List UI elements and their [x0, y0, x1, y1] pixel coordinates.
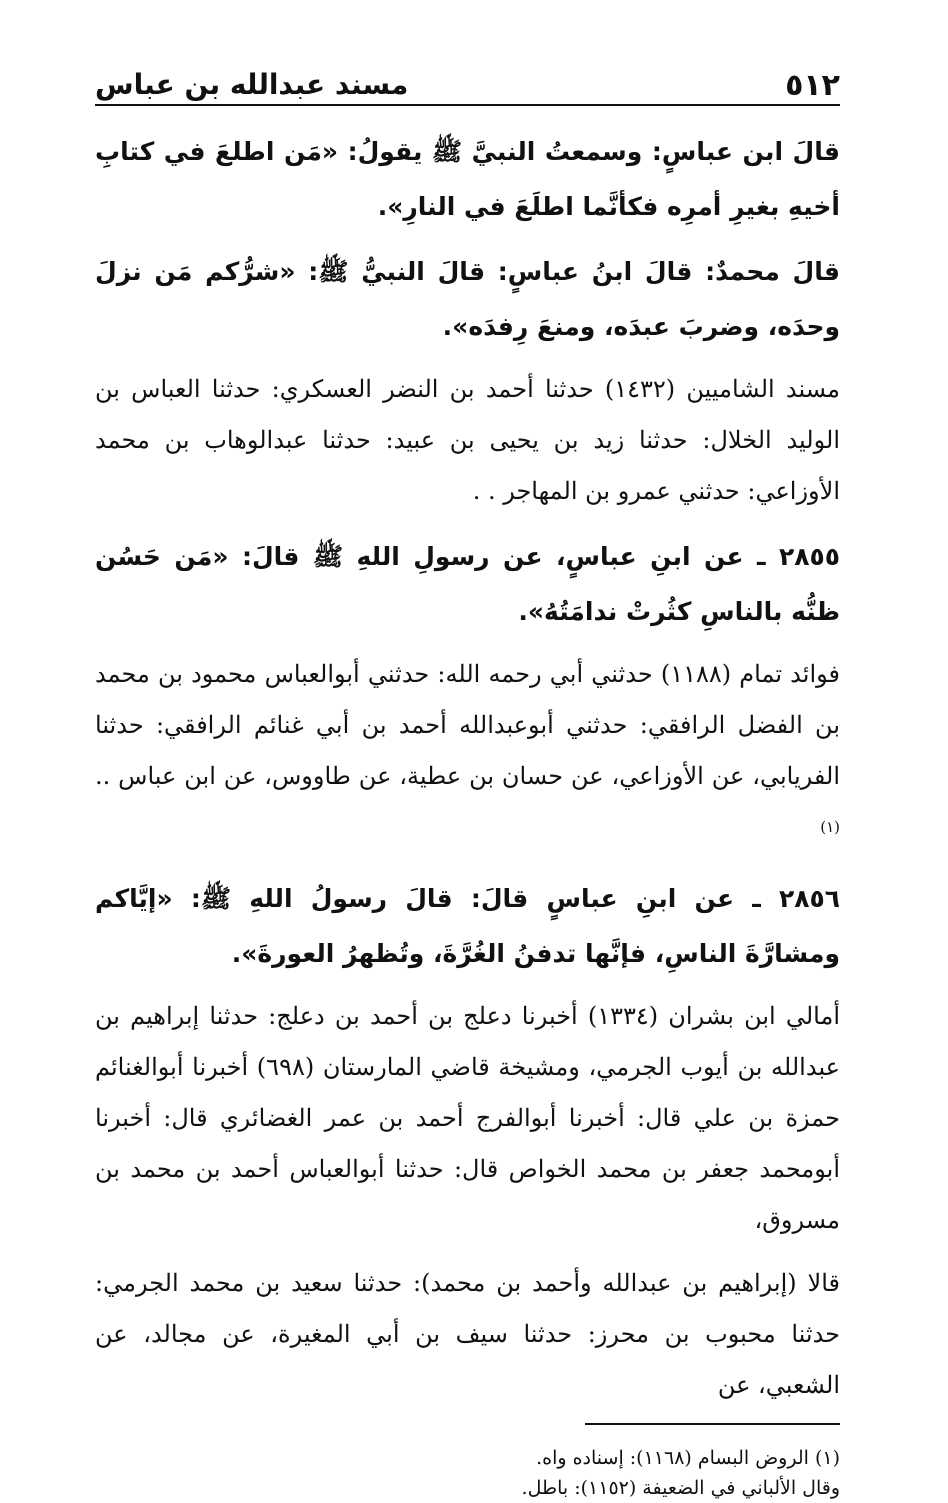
- footnote-reference[interactable]: (١): [820, 818, 840, 836]
- page-header: [95, 60, 840, 106]
- hadith-paragraph: قالَ محمدٌ: قالَ ابنُ عباسٍ: قالَ النبيُّ ﷺ: «شرُّكم مَن نزلَ وحدَه، وضربَ عبدَه، ومنعَ رِفدَه».: [95, 257, 840, 341]
- isnad-paragraph: أمالي ابن بشران (١٣٣٤) أخبرنا دعلج بن أحمد بن دعلج: حدثنا إبراهيم بن عبدالله بن أيوب الجرمي، ومشيخة قاضي المارستان (٦٩٨) أخبرنا أبوالغنائم حمزة بن علي قال: أخبرنا أبوالفرج أحمد بن عمر الغضائري قال: أخبرنا أبومحمد جعفر بن محمد الخواص قال: حدثنا أبوالعباس أحمد بن محمد بن مسروق،: [95, 1002, 841, 1234]
- isnad-paragraph: مسند الشاميين (١٤٣٢) حدثنا أحمد بن النضر العسكري: حدثنا العباس بن الوليد الخلال: حدثنا زيد بن يحيى بن عبيد: حدثنا عبدالوهاب بن محمد الأوزاعي: حدثني عمرو بن المهاجر . .: [95, 375, 840, 505]
- hadith-2856: ٢٨٥٦ ـ عن ابنِ عباسٍ قالَ: قالَ رسولُ اللهِ ﷺ: «إيَّاكم ومشارَّةَ الناسِ، فإنَّها تدفنُ الغُرَّةَ، وتُظهرُ العورةَ».: [95, 884, 840, 968]
- isnad-paragraph: قالا (إبراهيم بن عبدالله وأحمد بن محمد): حدثنا سعيد بن محمد الجرمي: حدثنا محبوب بن محرز: حدثنا سيف بن أبي المغيرة، عن مجالد، عن الشعبي، عن: [95, 1269, 840, 1399]
- hadith-paragraph: قالَ ابن عباسٍ: وسمعتُ النبيَّ ﷺ يقولُ: «مَن اطلعَ في كتابِ أخيهِ بغيرِ أمرِه فكأنَّما اطلَعَ في النارِ».: [95, 137, 840, 221]
- hadith-2855: ٢٨٥٥ ـ عن ابنِ عباسٍ، عن رسولِ اللهِ ﷺ قالَ: «مَن حَسُن ظنُّه بالناسِ كثُرتْ ندامَتُهُ».: [95, 542, 840, 626]
- main-text: [95, 124, 840, 1411]
- footnote-1-continued: وقال الألباني في الضعيفة (١١٥٢): باطل.: [521, 1477, 840, 1499]
- book-page: [95, 60, 840, 1503]
- isnad-text: فوائد تمام (١١٨٨) حدثني أبي رحمه الله: حدثني أبوالعباس محمود بن محمد بن الفضل الرافقي: حدثني أبوعبدالله أحمد بن أبي غنائم الرافقي: حدثنا الفريابي، عن الأوزاعي، عن حسان بن عطية، عن طاووس، عن ابن عباس ..: [95, 660, 841, 790]
- footnote-1: (١) الروض البسام (١١٦٨): إسناده واه.: [536, 1447, 840, 1469]
- footnotes: [95, 1443, 840, 1503]
- running-title: مسند عبدالله بن عباس: [95, 68, 409, 101]
- page-number: ٥١٢: [785, 68, 840, 103]
- isnad-paragraph: [95, 649, 840, 859]
- footnote-divider: [585, 1423, 840, 1425]
